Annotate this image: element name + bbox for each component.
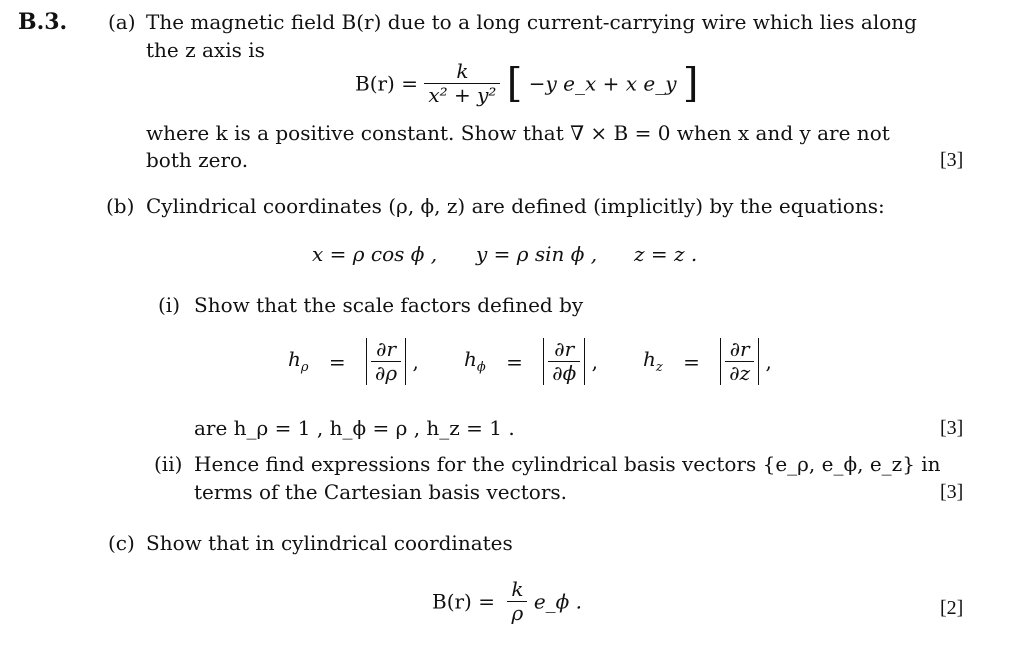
part-a-left-bracket: [: [506, 60, 523, 107]
part-b-i-marks: [3]: [940, 417, 964, 439]
part-a-follow-line1: where k is a positive constant. Show that ∇ × B = 0 when x and y are not: [146, 121, 890, 145]
part-b-eq-z: z = z .: [634, 242, 698, 266]
h-phi-symbol: h: [464, 347, 477, 371]
part-b-i-result: are h_ρ = 1 , h_ϕ = ρ , h_z = 1 .: [194, 416, 515, 440]
h-z-partial-z: ∂z: [729, 361, 751, 385]
part-a-label: (a): [108, 10, 136, 34]
part-c-eq-den: ρ: [511, 601, 524, 625]
part-b-ii-line1: Hence find expressions for the cylindrical basis vectors {e_ρ, e_ϕ, e_z} in: [194, 452, 941, 476]
part-a-follow-line2: both zero.: [146, 148, 249, 172]
part-a-intro-line1: The magnetic field B(r) due to a long current-carrying wire which lies along: [146, 10, 917, 34]
part-a-eq-lhs: B(r) =: [355, 71, 418, 96]
part-a-eq-bracket: −y e_x + x e_y: [528, 71, 677, 96]
part-c-eq-rhs: e_ϕ .: [533, 589, 583, 614]
part-a-marks: [3]: [940, 149, 964, 171]
part-b-ii-label: (ii): [154, 452, 183, 476]
part-a-equation: [355, 60, 699, 107]
part-b-ii-marks: [3]: [940, 481, 964, 503]
part-b-intro: Cylindrical coordinates (ρ, ϕ, z) are defined (implicitly) by the equations:: [146, 194, 885, 218]
part-c-eq-lhs: B(r) =: [432, 589, 495, 614]
part-c-text: Show that in cylindrical coordinates: [146, 531, 513, 555]
h-rho-partial-r: ∂r: [371, 338, 401, 362]
part-c-equation: [432, 578, 582, 625]
part-c-eq-num: k: [507, 578, 527, 602]
scale-factor-h-z: $h_z$ = $\frac{\partial r}{\partial z}$ ,: [643, 337, 772, 385]
part-a-eq-num: k: [424, 60, 500, 84]
part-a-intro-line2: the z axis is: [146, 38, 265, 62]
part-a-eq-fraction: [424, 60, 500, 107]
scale-factor-h-rho: $h_\rho$ = $\frac{\partial r}{\partial\rho}$ ,: [288, 337, 419, 385]
part-b-i-text: Show that the scale factors defined by: [194, 293, 584, 317]
part-c-label: (c): [108, 531, 135, 555]
question-label: B.3.: [18, 9, 68, 35]
part-b-label: (b): [106, 194, 135, 218]
h-rho-partial-rho: ∂ρ: [375, 361, 398, 385]
part-c-eq-fraction: [507, 578, 527, 625]
part-b-eq-y: y = ρ sin ϕ ,: [476, 242, 598, 266]
h-phi-partial-phi: ∂ϕ: [552, 361, 577, 385]
h-rho-symbol: h: [288, 347, 301, 371]
part-c-marks: [2]: [940, 597, 964, 619]
h-phi-partial-r: ∂r: [548, 338, 580, 362]
part-b-i-label: (i): [158, 293, 181, 317]
h-z-partial-r: ∂r: [725, 338, 754, 362]
scale-factor-h-phi: $h_\phi$ = $\frac{\partial r}{\partial\phi}$ ,: [464, 337, 598, 385]
part-b-ii-line2: terms of the Cartesian basis vectors.: [194, 480, 568, 504]
part-a-eq-den: x² + y²: [428, 83, 497, 107]
h-z-symbol: h: [643, 347, 656, 371]
part-a-right-bracket: ]: [682, 60, 699, 107]
part-b-eq-x: x = ρ cos ϕ ,: [312, 242, 438, 266]
